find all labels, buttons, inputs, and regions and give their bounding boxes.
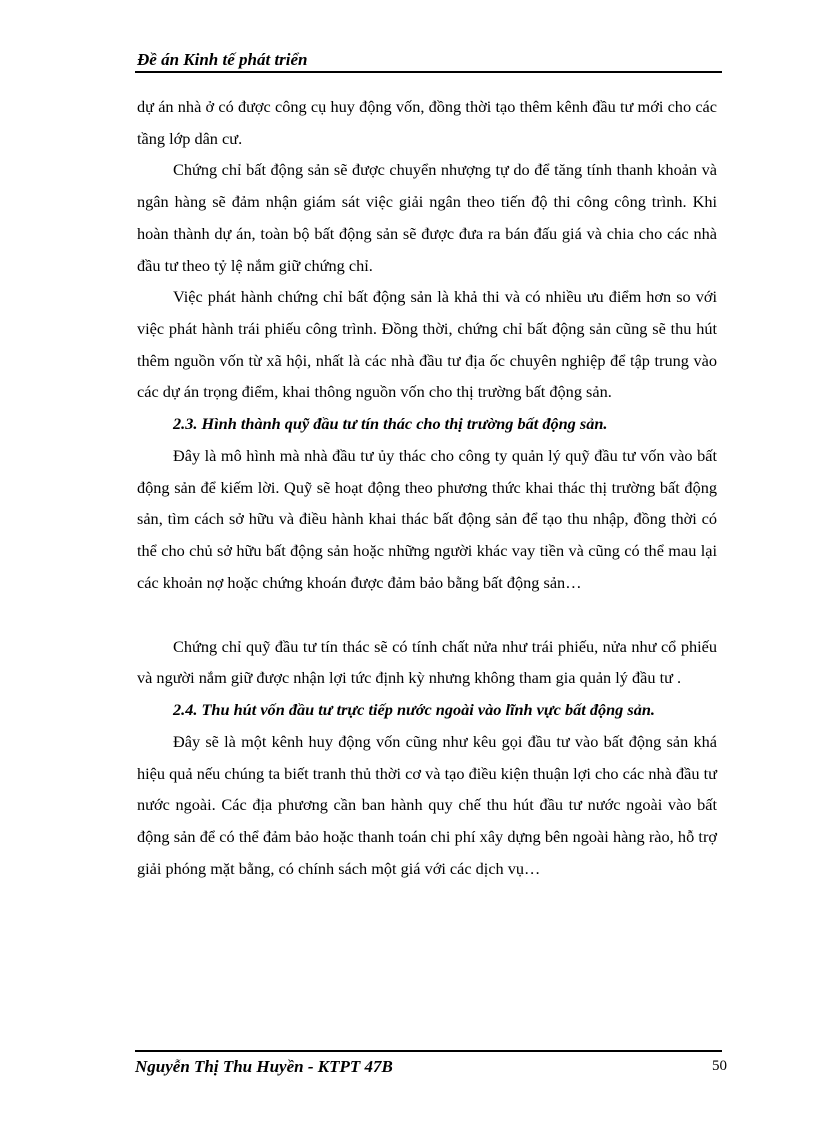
blank-line [137,599,717,631]
paragraph: Chứng chỉ bất động sản sẽ được chuyển nhượng tự do để tăng tính thanh khoản và ngân hàng sẽ đảm nhận giám sát việc giải ngân theo tiến độ thi công công trình. Khi hoàn thành dự án, toàn bộ bất động sản sẽ được đưa ra bán đấu giá và chia cho các nhà đầu tư theo tỷ lệ nắm giữ chứng chỉ. [137,160,717,275]
paragraph-continuation: dự án nhà ở có được công cụ huy động vốn, đồng thời tạo thêm kênh đầu tư mới cho các tầng lớp dân cư. [137,97,717,148]
footer-author: Nguyễn Thị Thu Huyền - KTPT 47B [135,1057,393,1076]
header-title: Đề án Kinh tế phát triển [137,50,308,69]
header-divider [135,71,722,73]
document-body [137,91,717,884]
paragraph: Chứng chỉ quỹ đầu tư tín thác sẽ có tính chất nửa như trái phiếu, nửa như cổ phiếu và người nắm giữ được nhận lợi tức định kỳ nhưng không tham gia quản lý đầu tư . [137,636,717,688]
section-heading-2-4: 2.4. Thu hút vốn đầu tư trực tiếp nước ngoài vào lĩnh vực bất động sản. [173,699,655,719]
paragraph: Đây là mô hình mà nhà đầu tư ủy thác cho công ty quản lý quỹ đầu tư vốn vào bất động sản để kiếm lời. Quỹ sẽ hoạt động theo phương thức khai thác thị trường bất động sản, tìm cách sở hữu và điều hành khai thác bất động sản để tạo thu nhập, đồng thời có thể cho chủ sở hữu bất động sản hoặc những người khác vay tiền và cũng có thể mau lại các khoản nợ hoặc chứng khoán được đảm bảo bằng bất động sản… [137,446,717,592]
section-heading-2-3: 2.3. Hình thành quỹ đầu tư tín thác cho thị trường bất động sản. [173,414,608,434]
footer-divider [135,1050,722,1052]
paragraph: Đây sẽ là một kênh huy động vốn cũng như kêu gọi đầu tư vào bất động sản khá hiệu quả nếu chúng ta biết tranh thủ thời cơ và tạo điều kiện thuận lợi cho các nhà đầu tư nước ngoài. Các địa phương cần ban hành quy chế thu hút đầu tư nước ngoài vào bất động sản để có thể đảm bảo hoặc thanh toán chi phí xây dựng bên ngoài hàng rào, hỗ trợ giải phóng mặt bằng, có chính sách một giá với các dịch vụ… [137,731,717,878]
paragraph: Việc phát hành chứng chỉ bất động sản là khả thi và có nhiều ưu điểm hơn so với việc phát hành trái phiếu công trình. Đồng thời, chứng chỉ bất động sản cũng sẽ thu hút thêm nguồn vốn từ xã hội, nhất là các nhà đầu tư địa ốc chuyên nghiệp để tập trung vào các dự án trọng điểm, khai thông nguồn vốn cho thị trường bất động sản. [137,287,717,402]
page-number: 50 [712,1058,727,1074]
